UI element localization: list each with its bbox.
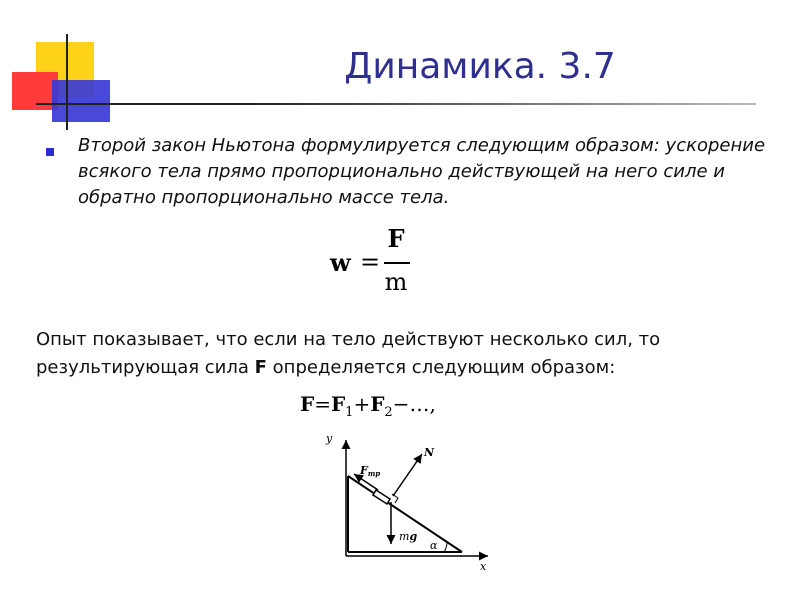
- bullet-marker: [46, 148, 54, 156]
- angle-arc: [444, 542, 447, 552]
- formula-w: w: [330, 248, 351, 277]
- y-axis-label: y: [326, 432, 333, 445]
- title-underline: [36, 103, 756, 105]
- para2-before: Опыт показывает, что если на тело действуют несколько сил, то результирующая сила: [36, 329, 661, 378]
- para2-after: определяется следующим образом:: [266, 357, 616, 378]
- x-axis-label: x: [480, 560, 487, 573]
- resultant-force-text: [36, 326, 776, 382]
- slide-title: Динамика. 3.7: [344, 46, 616, 87]
- block: [373, 490, 390, 504]
- f2-term1: F: [330, 392, 346, 416]
- f2-sub2: 2: [384, 405, 393, 420]
- gravity-label: mg: [399, 530, 418, 543]
- f2-tail: −…,: [392, 392, 436, 416]
- f2-sub1: 1: [345, 405, 354, 420]
- f2-lhs: F: [300, 392, 315, 416]
- formula-numerator: F: [387, 224, 405, 253]
- friction-force-label: Fтр: [360, 464, 381, 478]
- inclined-plane-diagram: [316, 428, 496, 573]
- f2-term2: F: [370, 392, 385, 416]
- normal-force-arrow: [393, 454, 422, 496]
- acceleration-formula: [330, 222, 430, 302]
- angle-label: α: [430, 539, 438, 552]
- newton-second-law-text: Второй закон Ньютона формулируется следующим образом: ускорение всякого тела прямо пропорционально действующей на него силе и обратно пропорционально массе тела.: [78, 135, 766, 208]
- formula-denominator: m: [384, 268, 408, 296]
- f2-eq: =: [314, 392, 331, 416]
- fraction-bar: [384, 262, 410, 264]
- decor-square-blue: [52, 80, 110, 122]
- formula-equals: =: [360, 248, 381, 276]
- normal-force-label: N: [424, 446, 435, 459]
- decor-vertical-line: [66, 34, 68, 130]
- para2-bold-F: F: [254, 357, 267, 378]
- resultant-force-formula: [300, 392, 436, 426]
- f2-plus: +: [353, 392, 371, 416]
